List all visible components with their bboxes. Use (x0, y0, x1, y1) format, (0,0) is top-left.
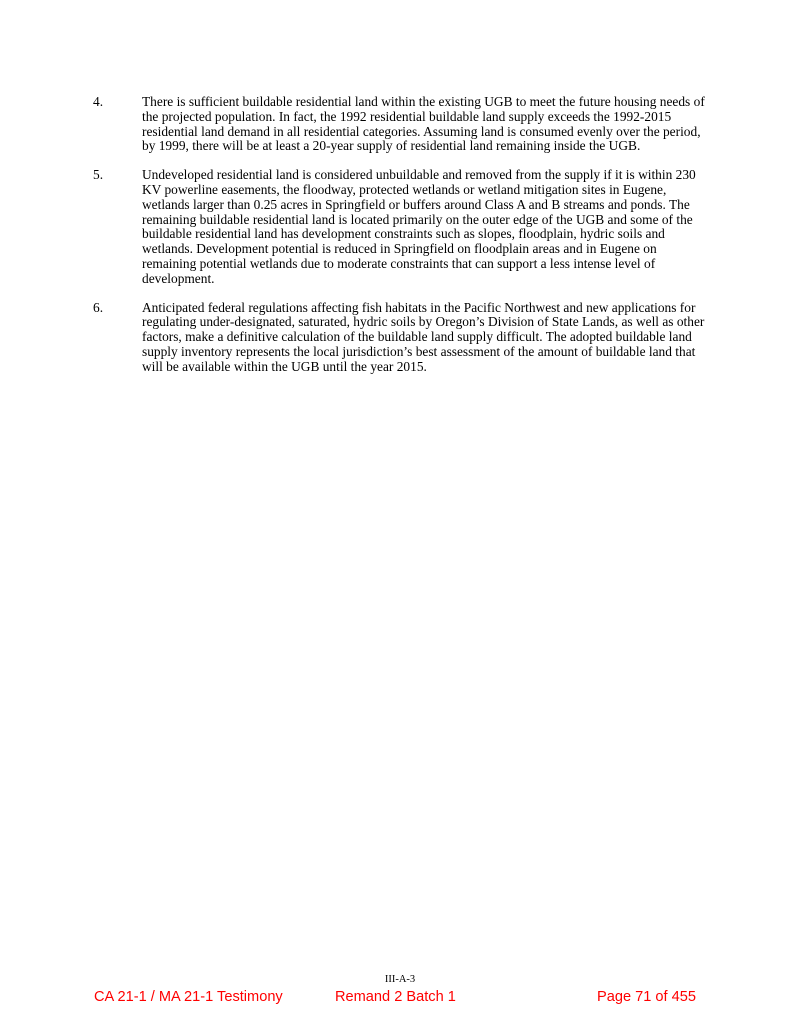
footer-case-label: CA 21-1 / MA 21-1 Testimony (94, 989, 283, 1005)
testimony-footer (0, 988, 800, 1006)
finding-text: There is sufficient buildable residential land within the existing UGB to meet the future housing needs of the projected population. In fact, the 1992 residential buildable land supply exceeds the 1992-2015 residential land demand in all residential categories. Assuming land is consumed evenly over the period, by 1999, there will be at least a 20-year supply of residential land remaining inside the UGB. (142, 94, 705, 154)
finding-number: 6. (93, 299, 104, 315)
findings-list (93, 95, 713, 389)
finding-item (93, 168, 713, 286)
finding-text: Anticipated federal regulations affecting fish habitats in the Pacific Northwest and new applications for regulating under-designated, saturated, hydric soils by Oregon’s Division of State Lands, as well as other factors, make a definitive calculation of the buildable land supply difficult. The adopted buildable land supply inventory represents the local jurisdiction’s best assessment of the amount of buildable land that will be available within the UGB until the year 2015. (142, 299, 705, 374)
finding-item (93, 301, 713, 375)
finding-number: 5. (93, 167, 104, 183)
footer-page-count: Page 71 of 455 (597, 989, 696, 1005)
finding-number: 4. (93, 94, 104, 109)
page-reference: III-A-3 (384, 974, 416, 985)
finding-text: Undeveloped residential land is considered unbuildable and removed from the supply if it is within 230 KV powerline easements, the floodway, protected wetlands or wetland mitigation sites in Eugene, wetlands larger than 0.25 acres in Springfield or buffers around Class A and B streams and ponds. The remaining buildable residential land is located primarily on the outer edge of the UGB and some of the buildable residential land has development constraints such as slopes, floodplain, hydric soils and wetlands. Development potential is reduced in Springfield on floodplain areas and in Eugene on remaining potential wetlands due to moderate constraints that can support a less intense level of development. (142, 167, 696, 286)
footer-batch-label: Remand 2 Batch 1 (335, 989, 456, 1005)
finding-item (93, 95, 713, 154)
